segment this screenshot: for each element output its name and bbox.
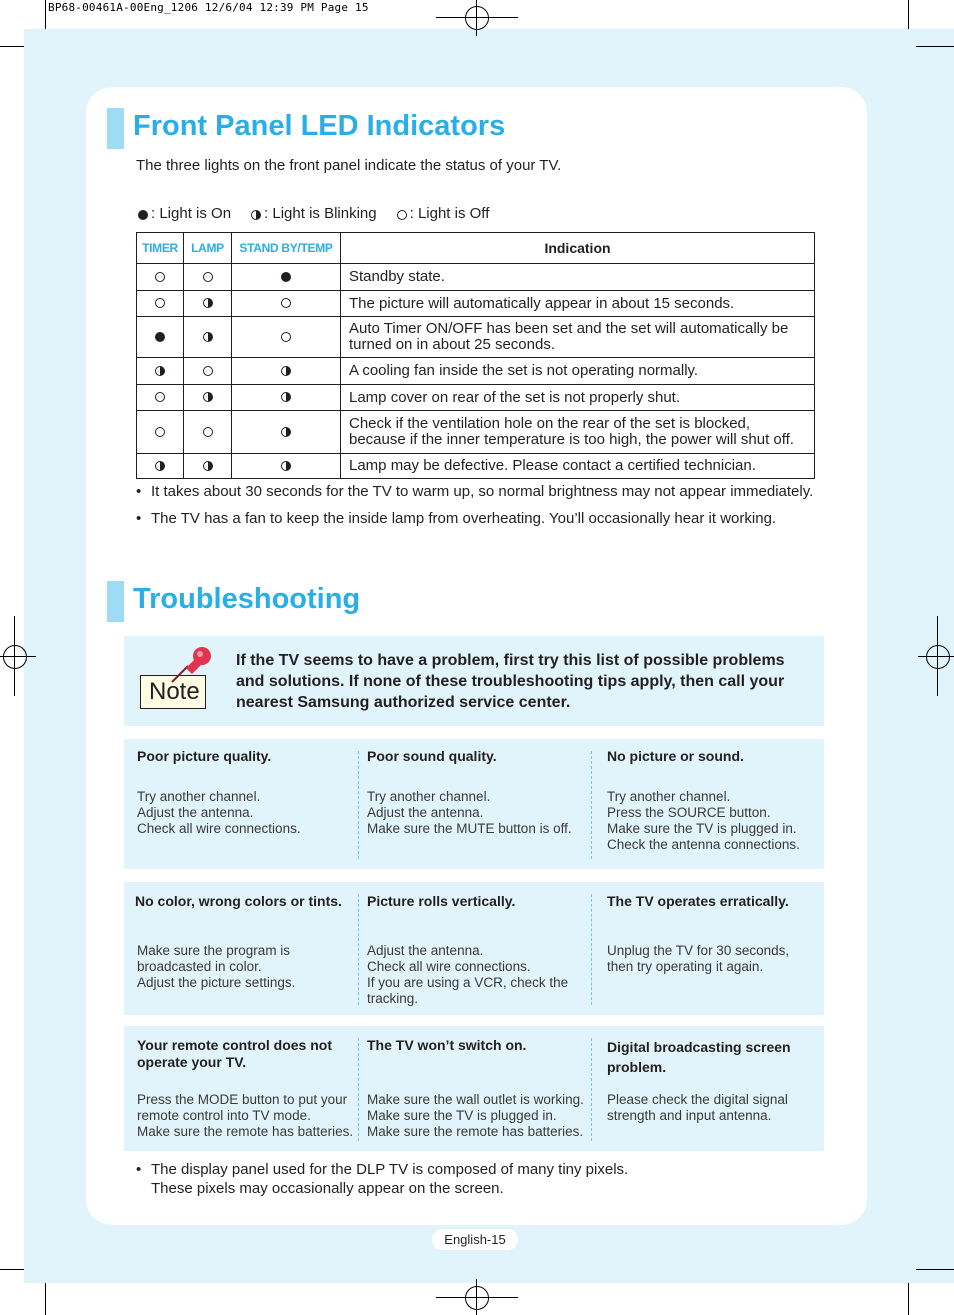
- led-legend: [138, 205, 507, 222]
- table-row: [137, 385, 815, 411]
- solution-text: [367, 1092, 584, 1140]
- solution-line: Press the SOURCE button.: [607, 805, 771, 820]
- light-on-icon: [281, 272, 291, 282]
- led-state-cell: [232, 317, 341, 358]
- section-bar: [107, 581, 124, 622]
- col-indication: Indication: [341, 233, 815, 264]
- led-state-cell: [184, 291, 232, 317]
- solution-line: Check the antenna connections.: [607, 837, 800, 852]
- solution-line: Make sure the TV is plugged in.: [367, 1108, 557, 1123]
- solution-line: Make sure the program is: [137, 943, 291, 958]
- solution-line: Try another channel.: [137, 789, 261, 804]
- led-state-cell: [137, 358, 184, 385]
- led-state-cell: [184, 358, 232, 385]
- crop-mark: [0, 656, 36, 657]
- solution-line: Try another channel.: [367, 789, 491, 804]
- list-item: • The TV has a fan to keep the inside lamp from overheating. You’ll occasionally hear it working.: [136, 511, 816, 527]
- troubleshooting-title: Troubleshooting: [133, 583, 361, 615]
- crop-mark: [45, 0, 46, 29]
- light-off-icon: [155, 392, 165, 402]
- light-off-icon: [203, 272, 213, 282]
- list-item: • The display panel used for the DLP TV is composed of many tiny pixels. These pixels may occasionally appear on the screen.: [136, 1160, 816, 1198]
- problem-heading: Digital broadcasting screen problem.: [607, 1039, 791, 1075]
- troubleshooting-box: [124, 739, 824, 869]
- problem-item: [367, 882, 589, 1015]
- light-on-icon: [155, 332, 165, 342]
- indication-text: Check if the ventilation hole on the rear of the set is blocked, because if the inner temperature is too high, the power will shut off.: [341, 411, 815, 454]
- note-label: Note: [149, 678, 200, 705]
- table-row: [137, 358, 815, 385]
- table-row: [137, 264, 815, 291]
- led-state-cell: [137, 385, 184, 411]
- led-state-cell: [232, 385, 341, 411]
- crop-mark: [436, 17, 518, 18]
- light-off-icon: [203, 427, 213, 437]
- problem-heading: Poor picture quality.: [137, 748, 272, 764]
- led-state-cell: [232, 411, 341, 454]
- light-off-icon: [155, 272, 165, 282]
- list-item: • It takes about 30 seconds for the TV to warm up, so normal brightness may not appear immediately.: [136, 484, 816, 500]
- legend-blink: : Light is Blinking: [249, 205, 377, 222]
- crop-mark: [937, 616, 938, 696]
- solution-line: Make sure the remote has batteries.: [367, 1124, 584, 1139]
- problem-item: [137, 1026, 359, 1151]
- indication-text: Lamp may be defective. Please contact a certified technician.: [341, 454, 815, 479]
- table-header-row: [137, 233, 815, 264]
- note-text: If the TV seems to have a problem, first try this list of possible problems and solutions. If none of these troubleshooting tips apply, then call your nearest Samsung authorized service center.: [236, 652, 785, 711]
- led-state-cell: [232, 358, 341, 385]
- crop-mark: [14, 616, 15, 696]
- led-state-cell: [184, 411, 232, 454]
- crop-mark: [908, 1283, 909, 1315]
- light-off-icon: [155, 298, 165, 308]
- led-state-cell: [137, 317, 184, 358]
- column-divider: [591, 751, 592, 859]
- col-timer: TIMER: [137, 233, 184, 264]
- solution-line: Check all wire connections.: [367, 959, 531, 974]
- legend-off: : Light is Off: [395, 205, 490, 222]
- problem-item: [137, 739, 359, 869]
- crop-mark: [45, 1283, 46, 1315]
- problem-item: [367, 1026, 589, 1151]
- solution-line: If you are using a VCR, check the: [367, 975, 569, 990]
- column-divider: [358, 894, 359, 1005]
- solution-line: then try operating it again.: [607, 959, 764, 974]
- print-slug: BP68-00461A-00Eng_1206 12/6/04 12:39 PM Page 15: [48, 1, 369, 14]
- solution-line: Adjust the antenna.: [367, 805, 484, 820]
- light-blinking-icon: [281, 461, 291, 471]
- led-notes: [136, 484, 816, 527]
- light-blinking-icon: [251, 210, 261, 220]
- column-divider: [591, 1038, 592, 1141]
- crop-mark: [436, 1297, 518, 1298]
- light-blinking-icon: [155, 461, 165, 471]
- solution-line: Make sure the TV is plugged in.: [607, 821, 797, 836]
- final-note: [136, 1160, 816, 1198]
- solution-line: tracking.: [367, 991, 419, 1006]
- crop-mark: [0, 46, 24, 47]
- problem-item: [607, 882, 817, 1015]
- light-blinking-icon: [281, 392, 291, 402]
- light-blinking-icon: [203, 332, 213, 342]
- led-state-cell: [232, 264, 341, 291]
- problem-heading: Picture rolls vertically.: [367, 893, 516, 909]
- solution-line: Check all wire connections.: [137, 821, 301, 836]
- solution-line: Try another channel.: [607, 789, 731, 804]
- pushpin-icon: [168, 646, 214, 686]
- column-divider: [591, 894, 592, 1005]
- note-callout: [124, 636, 824, 726]
- page-number: English-15: [432, 1229, 518, 1250]
- led-state-cell: [232, 454, 341, 479]
- troubleshooting-box: [124, 1026, 824, 1151]
- led-state-cell: [137, 411, 184, 454]
- solution-text: [607, 1092, 788, 1124]
- registration-mark-icon: [926, 645, 950, 669]
- problem-heading: Your remote control does not operate your TV.: [137, 1037, 332, 1070]
- light-blinking-icon: [203, 298, 213, 308]
- led-state-cell: [184, 317, 232, 358]
- led-section-title: Front Panel LED Indicators: [133, 110, 506, 142]
- problem-heading: No color, wrong colors or tints.: [135, 893, 342, 909]
- solution-line: broadcasted in color.: [137, 959, 262, 974]
- light-blinking-icon: [203, 392, 213, 402]
- registration-mark-icon: [465, 1286, 489, 1310]
- solution-line: remote control into TV mode.: [137, 1108, 311, 1123]
- problem-heading: The TV won’t switch on.: [367, 1037, 527, 1053]
- crop-mark: [476, 0, 477, 36]
- indication-text: Lamp cover on rear of the set is not properly shut.: [341, 385, 815, 411]
- solution-text: [367, 943, 568, 1007]
- led-indicator-table: [136, 232, 815, 479]
- crop-mark: [918, 656, 954, 657]
- light-blinking-icon: [155, 366, 165, 376]
- led-state-cell: [232, 291, 341, 317]
- light-blinking-icon: [281, 427, 291, 437]
- table-row: [137, 291, 815, 317]
- col-lamp: LAMP: [184, 233, 232, 264]
- solution-line: Press the MODE button to put your: [137, 1092, 348, 1107]
- crop-mark: [916, 1269, 954, 1270]
- led-state-cell: [137, 454, 184, 479]
- crop-mark: [476, 1279, 477, 1315]
- solution-text: [607, 943, 789, 975]
- light-off-icon: [203, 366, 213, 376]
- problem-heading: The TV operates erratically.: [607, 893, 789, 909]
- solution-line: Unplug the TV for 30 seconds,: [607, 943, 790, 958]
- solution-text: [137, 1092, 353, 1140]
- solution-line: Adjust the antenna.: [367, 943, 484, 958]
- light-off-icon: [281, 298, 291, 308]
- light-off-icon: [281, 332, 291, 342]
- solution-text: [137, 943, 295, 991]
- problem-heading: No picture or sound.: [607, 748, 744, 764]
- solution-line: strength and input antenna.: [607, 1108, 772, 1123]
- solution-text: [607, 789, 800, 853]
- led-state-cell: [184, 385, 232, 411]
- led-intro: The three lights on the front panel indicate the status of your TV.: [136, 157, 562, 174]
- indication-text: Auto Timer ON/OFF has been set and the set will automatically be turned on in about 25 seconds.: [341, 317, 815, 358]
- problem-item: [367, 739, 589, 869]
- light-blinking-icon: [281, 366, 291, 376]
- section-bar: [107, 108, 124, 149]
- led-state-cell: [184, 264, 232, 291]
- led-state-cell: [184, 454, 232, 479]
- light-off-icon: [397, 210, 407, 220]
- col-standby: STAND BY/TEMP: [232, 233, 341, 264]
- led-state-cell: [137, 264, 184, 291]
- registration-mark-icon: [3, 645, 27, 669]
- troubleshooting-box: [124, 882, 824, 1015]
- registration-mark-icon: [465, 6, 489, 30]
- solution-line: Adjust the antenna.: [137, 805, 254, 820]
- solution-line: Adjust the picture settings.: [137, 975, 296, 990]
- problem-heading: Poor sound quality.: [367, 748, 497, 764]
- problem-item: [607, 739, 817, 869]
- crop-mark: [908, 0, 909, 29]
- crop-mark: [0, 1269, 24, 1270]
- table-row: [137, 317, 815, 358]
- solution-text: [367, 789, 572, 837]
- indication-text: Standby state.: [341, 264, 815, 291]
- solution-line: Make sure the MUTE button is off.: [367, 821, 572, 836]
- indication-text: The picture will automatically appear in about 15 seconds.: [341, 291, 815, 317]
- solution-line: Please check the digital signal: [607, 1092, 788, 1107]
- problem-item: [607, 1026, 817, 1151]
- light-on-icon: [138, 210, 148, 220]
- solution-text: [137, 789, 301, 837]
- solution-line: Make sure the remote has batteries.: [137, 1124, 354, 1139]
- light-blinking-icon: [203, 461, 213, 471]
- table-row: [137, 411, 815, 454]
- problem-item: [135, 882, 357, 1015]
- legend-on: : Light is On: [138, 205, 231, 222]
- table-row: [137, 454, 815, 479]
- light-off-icon: [155, 427, 165, 437]
- led-state-cell: [137, 291, 184, 317]
- solution-line: Make sure the wall outlet is working.: [367, 1092, 584, 1107]
- indication-text: A cooling fan inside the set is not operating normally.: [341, 358, 815, 385]
- crop-mark: [916, 46, 954, 47]
